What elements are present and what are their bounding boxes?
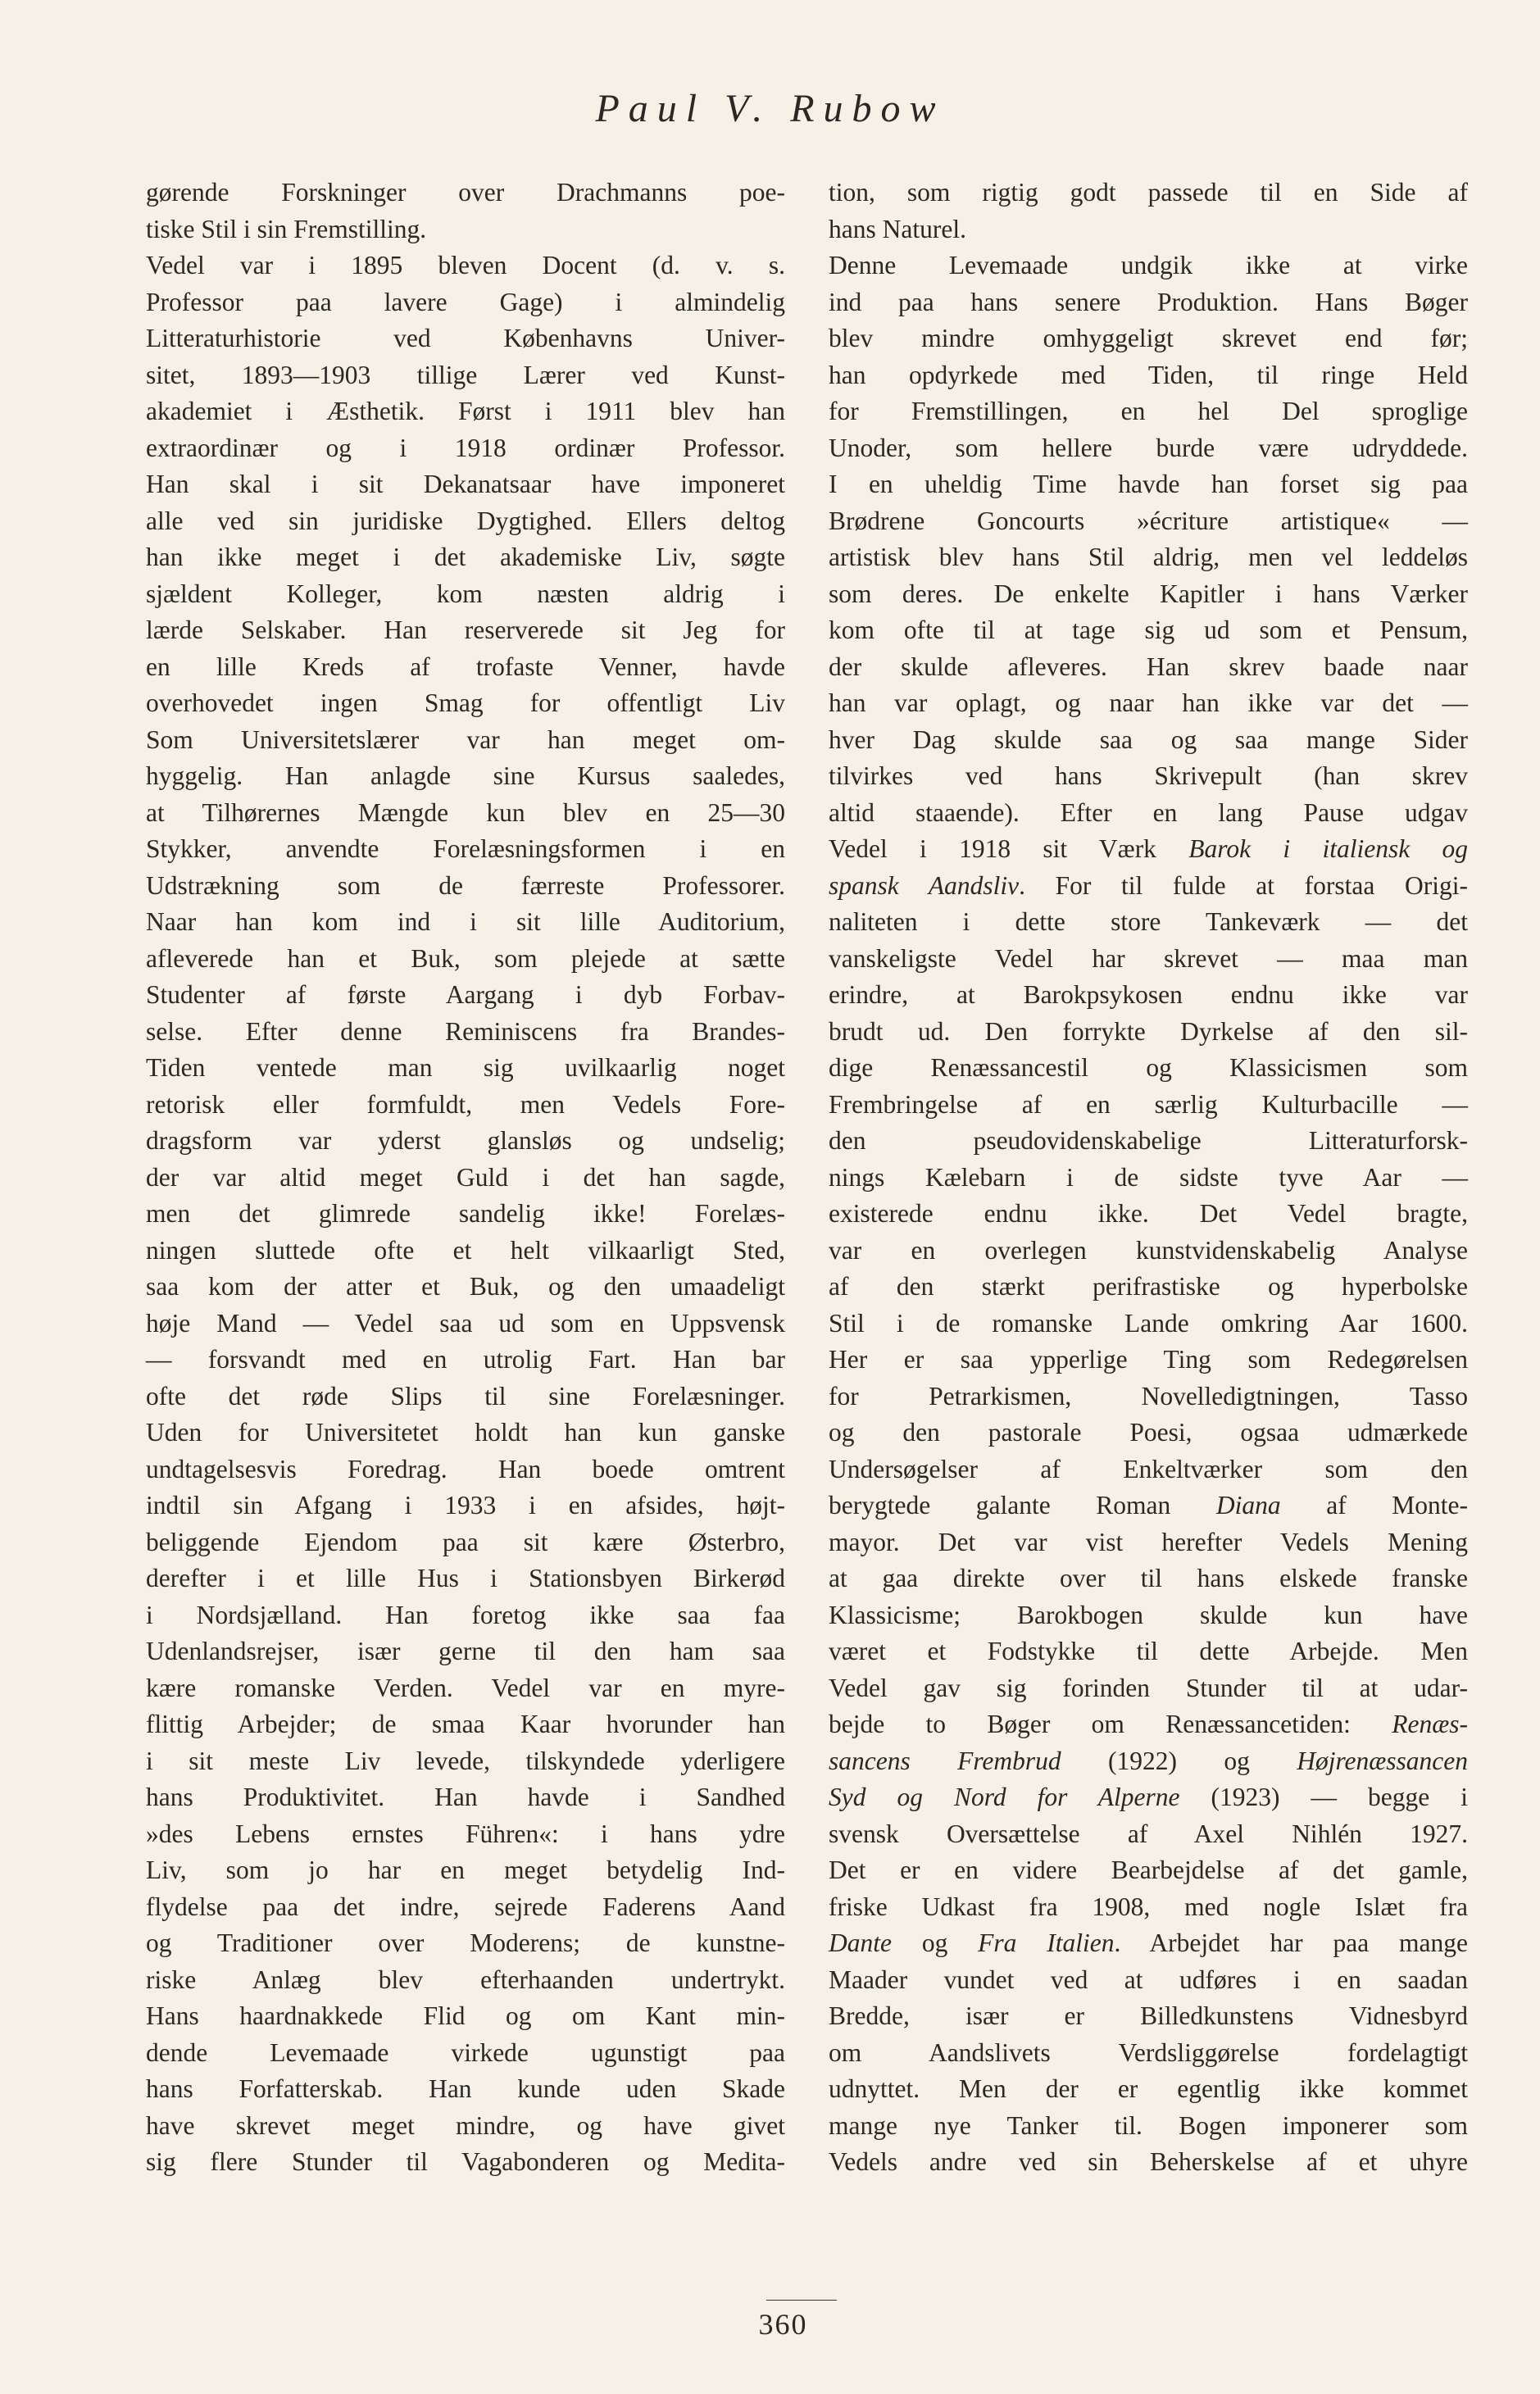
- text-line: kom ofte til at tage sig ud som et Pensum,: [829, 616, 1468, 644]
- text-line: brudt ud. Den forrykte Dyrkelse af den sil-: [829, 1016, 1468, 1046]
- text-line: Bredde, især er Billedkunstens Vidnesbyrd: [829, 2001, 1468, 2030]
- text-line: om Aandslivets Verdsliggørelse fordelagtigt: [829, 2037, 1468, 2067]
- page-number-rule: [766, 2300, 837, 2301]
- text-line: kære romanske Verden. Vedel var en myre-: [146, 1673, 785, 1702]
- text-line: dige Renæssancestil og Klassicismen som: [829, 1053, 1468, 1082]
- text-line: ind paa hans senere Produktion. Hans Bøger: [829, 287, 1468, 316]
- text-line: dragsform var yderst glansløs og undselig;: [146, 1126, 785, 1155]
- text-line: gørende Forskninger over Drachmanns poe-: [146, 178, 785, 207]
- text-line: Klassicisme; Barokbogen skulde kun have: [829, 1600, 1468, 1629]
- book-title-hojrenaes: Højrenæssancen: [1297, 1746, 1469, 1775]
- text-line: vanskeligste Vedel har skrevet — maa man: [829, 943, 1468, 973]
- text-line: Tiden ventede man sig uvilkaarlig noget: [146, 1053, 785, 1082]
- text-line: Studenter af første Aargang i dyb Forbav-: [146, 980, 785, 1009]
- text-line: hans Forfatterskab. Han kunde uden Skade: [146, 2074, 785, 2103]
- text-line: Udenlandsrejser, især gerne til den ham saa: [146, 1637, 785, 1665]
- book-title-renaes-cont: sancens Frembrud: [829, 1746, 1061, 1775]
- running-head: Paul V. Rubow: [595, 87, 945, 130]
- text-line: sjældent Kolleger, kom næsten aldrig i: [146, 579, 785, 608]
- text-line: flydelse paa det indre, sejrede Faderens Aand: [146, 1892, 785, 1921]
- text-line: [829, 831, 1468, 868]
- text-line: svensk Oversættelse af Axel Nihlén 1927.: [829, 1819, 1468, 1848]
- text-line: friske Udkast fra 1908, med nogle Islæt fra: [829, 1892, 1468, 1921]
- text-line: nings Kælebarn i de sidste tyve Aar —: [829, 1162, 1468, 1192]
- text-line: Liv, som jo har en meget betydelig Ind-: [146, 1856, 785, 1884]
- text-line: Hans haardnakkede Flid og om Kant min-: [146, 2001, 785, 2030]
- text-line: af den stærkt perifrastiske og hyperbolske: [829, 1272, 1468, 1301]
- text-line: høje Mand — Vedel saa ud som en Uppsvensk: [146, 1308, 785, 1338]
- text-line: var en overlegen kunstvidenskabelig Analyse: [829, 1235, 1468, 1265]
- text-line: Professor paa lavere Gage) i almindelig: [146, 287, 785, 316]
- text-run: berygtede galante Roman: [829, 1491, 1171, 1520]
- text-line: Stil i de romanske Lande omkring Aar 1600.: [829, 1308, 1468, 1338]
- text-run: og: [921, 1928, 948, 1957]
- text-run: Vedel i 1918 sit Værk: [829, 834, 1156, 863]
- text-line: udnyttet. Men der er egentlig ikke kommet: [829, 2074, 1468, 2103]
- text-line: Denne Levemaade undgik ikke at virke: [829, 251, 1468, 279]
- book-title-dante: Dante: [829, 1928, 892, 1957]
- text-line: naliteten i dette store Tankeværk — det: [829, 907, 1468, 936]
- page-number: 360: [758, 2308, 808, 2341]
- text-line: derefter i et lille Hus i Stationsbyen Birkerød: [146, 1564, 785, 1592]
- book-title-barok: Barok i italiensk og: [1188, 834, 1469, 863]
- text-run: . Arbejdet har paa mange: [1114, 1928, 1468, 1957]
- text-line: selse. Efter denne Reminiscens fra Brandes-: [146, 1016, 785, 1046]
- book-title-diana: Diana: [1215, 1491, 1281, 1520]
- text-line: han ikke meget i det akademiske Liv, søgte: [146, 543, 785, 571]
- text-line: Litteraturhistorie ved Københavns Univer-: [146, 324, 785, 352]
- text-line: Vedel gav sig forinden Stunder til at udar-: [829, 1673, 1468, 1702]
- text-line: der var altid meget Guld i det han sagde,: [146, 1162, 785, 1192]
- text-line: blev mindre omhyggeligt skrevet end før;: [829, 324, 1468, 352]
- text-line: i Nordsjælland. Han foretog ikke saa faa: [146, 1600, 785, 1629]
- text-line: Udstrækning som de færreste Professorer.: [146, 870, 785, 900]
- text-line: — forsvandt med en utrolig Fart. Han bar: [146, 1345, 785, 1374]
- text-line: overhovedet ingen Smag for offentligt Liv: [146, 688, 785, 717]
- text-line: retorisk eller formfuldt, men Vedels Fore-: [146, 1089, 785, 1119]
- text-line: mange nye Tanker til. Bogen imponerer som: [829, 2110, 1468, 2140]
- text-line: tion, som rigtig godt passede til en Side af: [829, 178, 1468, 207]
- text-run: (1923) — begge i: [1211, 1783, 1468, 1811]
- text-line: Her er saa ypperlige Ting som Redegørelsen: [829, 1345, 1468, 1374]
- text-line: der skulde afleveres. Han skrev baade naar: [829, 652, 1468, 681]
- text-line: Unoder, som hellere burde være udryddede.: [829, 433, 1468, 462]
- text-run: af Monte-: [1326, 1491, 1469, 1520]
- text-run: bejde to Bøger om Renæssancetiden:: [829, 1710, 1351, 1738]
- text-line: hver Dag skulde saa og saa mange Sider: [829, 725, 1468, 754]
- text-line: mayor. Det var vist herefter Vedels Mening: [829, 1527, 1468, 1556]
- text-line: han var oplagt, og naar han ikke var det —: [829, 688, 1468, 717]
- text-line: Uden for Universitetet holdt han kun ganske: [146, 1418, 785, 1447]
- text-line: en lille Kreds af trofaste Venner, havde: [146, 652, 785, 681]
- text-line: [829, 1925, 1468, 1962]
- text-run: (1922) og: [1108, 1746, 1250, 1775]
- text-line: erindre, at Barokpsykosen endnu ikke var: [829, 980, 1468, 1009]
- text-line: [829, 868, 1468, 905]
- text-line: Det er en videre Bearbejdelse af det gamle,: [829, 1856, 1468, 1884]
- book-title-fra-italien: Fra Italien: [978, 1928, 1115, 1957]
- text-line: beliggende Ejendom paa sit kære Østerbro,: [146, 1527, 785, 1556]
- left-column: [146, 175, 785, 2181]
- text-line: og Traditioner over Moderens; de kunstne-: [146, 1928, 785, 1957]
- book-title-hojrenaes-cont: Syd og Nord for Alperne: [829, 1783, 1180, 1811]
- text-line: at Tilhørernes Mængde kun blev en 25—30: [146, 797, 785, 827]
- text-line: alle ved sin juridiske Dygtighed. Ellers deltog: [146, 506, 785, 535]
- text-line: riske Anlæg blev efterhaanden undertrykt.: [146, 1965, 785, 1994]
- text-line: akademiet i Æsthetik. Først i 1911 blev han: [146, 397, 785, 425]
- text-line: [829, 1488, 1468, 1524]
- text-line: hyggelig. Han anlagde sine Kursus saaledes,: [146, 761, 785, 790]
- text-line: »des Lebens ernstes Führen«: i hans ydre: [146, 1819, 785, 1848]
- text-line: sitet, 1893—1903 tillige Lærer ved Kunst-: [146, 360, 785, 389]
- text-line: Brødrene Goncourts »écriture artistique« —: [829, 506, 1468, 535]
- text-line: i sit meste Liv levede, tilskyndede yderligere: [146, 1746, 785, 1775]
- text-line: for Petrarkismen, Novelledigtningen, Tasso: [829, 1381, 1468, 1411]
- text-line: men det glimrede sandelig ikke! Forelæs-: [146, 1199, 785, 1228]
- text-line: den pseudovidenskabelige Litteraturforsk-: [829, 1126, 1468, 1155]
- text-line: og den pastorale Poesi, ogsaa udmærkede: [829, 1418, 1468, 1447]
- text-line: han opdyrkede med Tiden, til ringe Held: [829, 360, 1468, 389]
- text-line: hans Naturel.: [829, 214, 966, 243]
- text-line: Han skal i sit Dekanatsaar have imponeret: [146, 470, 785, 498]
- text-line: dende Levemaade virkede ugunstigt paa: [146, 2037, 785, 2067]
- text-run: . For til fulde at forstaa Origi-: [1019, 870, 1469, 900]
- text-line: tilvirkes ved hans Skrivepult (han skrev: [829, 761, 1468, 790]
- text-line: hans Produktivitet. Han havde i Sandhed: [146, 1783, 785, 1811]
- text-line: Vedel var i 1895 bleven Docent (d. v. s.: [146, 251, 785, 279]
- text-line: undtagelsesvis Foredrag. Han boede omtrent: [146, 1454, 785, 1483]
- text-line: sig flere Stunder til Vagabonderen og Medita-: [146, 2147, 785, 2176]
- text-line: som deres. De enkelte Kapitler i hans Værker: [829, 579, 1468, 608]
- book-title-renaes: Renæs-: [1392, 1710, 1468, 1738]
- text-line: I en uheldig Time havde han forset sig paa: [829, 470, 1468, 498]
- text-line: været et Fodstykke til dette Arbejde. Men: [829, 1637, 1468, 1665]
- text-line: ningen sluttede ofte et helt vilkaarligt Sted,: [146, 1235, 785, 1265]
- text-line: at gaa direkte over til hans elskede franske: [829, 1564, 1468, 1592]
- text-line: indtil sin Afgang i 1933 i en afsides, højt-: [146, 1491, 785, 1520]
- text-line: tiske Stil i sin Fremstilling.: [146, 214, 427, 243]
- text-line: Vedels andre ved sin Beherskelse af et uhyre: [829, 2147, 1468, 2176]
- text-line: Stykker, anvendte Forelæsningsformen i en: [146, 834, 785, 863]
- text-line: extraordinær og i 1918 ordinær Professor.: [146, 433, 785, 462]
- right-column: [829, 175, 1468, 2181]
- text-line: [829, 1706, 1468, 1743]
- text-line: lærde Selskaber. Han reserverede sit Jeg for: [146, 616, 785, 644]
- text-line: ofte det røde Slips til sine Forelæsninger.: [146, 1381, 785, 1411]
- text-line: artistisk blev hans Stil aldrig, men vel leddeløs: [829, 543, 1468, 571]
- text-line: afleverede han et Buk, som plejede at sætte: [146, 943, 785, 973]
- text-line: Undersøgelser af Enkeltværker som den: [829, 1454, 1468, 1483]
- text-line: Som Universitetslærer var han meget om-: [146, 725, 785, 754]
- text-line: altid staaende). Efter en lang Pause udgav: [829, 797, 1468, 827]
- text-line: existerede endnu ikke. Det Vedel bragte,: [829, 1199, 1468, 1228]
- text-line: [829, 1743, 1468, 1780]
- text-line: [829, 1779, 1468, 1816]
- book-title-barok-cont: spansk Aandsliv: [829, 870, 1020, 900]
- text-line: Naar han kom ind i sit lille Auditorium,: [146, 907, 785, 936]
- text-line: flittig Arbejder; de smaa Kaar hvorunder han: [146, 1710, 785, 1738]
- text-line: Maader vundet ved at udføres i en saadan: [829, 1965, 1468, 1994]
- text-line: Frembringelse af en særlig Kulturbacille —: [829, 1089, 1468, 1119]
- text-line: for Fremstillingen, en hel Del sproglige: [829, 397, 1468, 425]
- text-line: have skrevet meget mindre, og have givet: [146, 2110, 785, 2140]
- text-line: saa kom der atter et Buk, og den umaadeligt: [146, 1272, 785, 1301]
